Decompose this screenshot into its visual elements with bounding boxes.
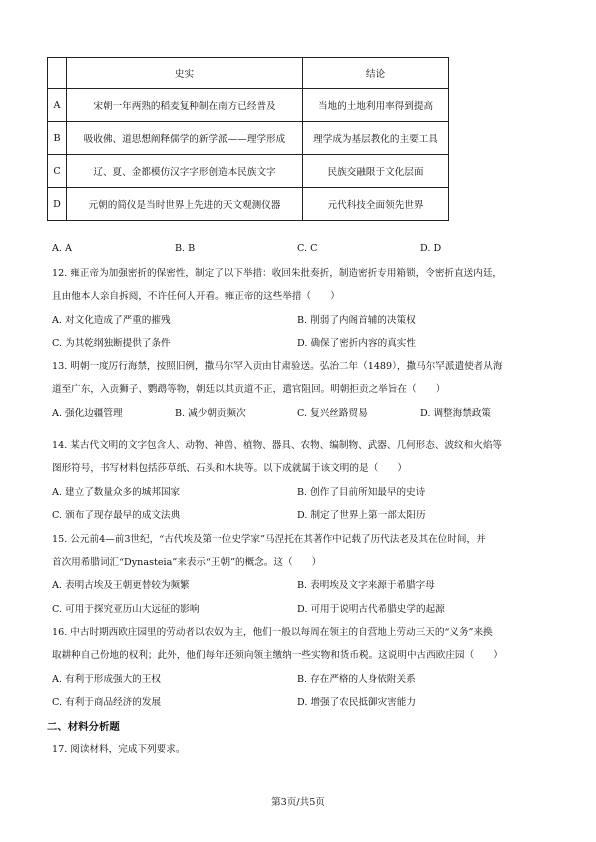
- q11-option-d: D. D: [420, 243, 442, 254]
- table-row: [48, 155, 449, 188]
- q11-options-table: [47, 57, 449, 221]
- q12-option-a: A. 对文化造成了严重的摧残: [52, 315, 171, 326]
- q16-stem-line-1: 16. 中古时期西欧庄园里的劳动者以农奴为主，他们一般以每周在领主的自营地上劳动三天的“义务”来换: [52, 627, 493, 638]
- q13-stem-line-2: 道至广东，入贡狮子、鹦鹉等物，朝廷以其贡道不正，遣官阻回。明朝拒贡之举旨在（ ）: [52, 384, 446, 395]
- q11-option-b: B. B: [175, 243, 196, 254]
- row-fact: 辽、夏、金都模仿汉字字形创造本民族文字: [67, 155, 303, 188]
- row-letter: D: [48, 188, 67, 221]
- row-fact: 元朝的简仪是当时世界上先进的天文观测仪器: [67, 188, 303, 221]
- q14-stem-line-2: 图形符号，书写材料包括莎草纸、石头和木块等。以下成就属于该文明的是（ ）: [52, 463, 407, 474]
- q16-stem-line-2: 取耕种自己份地的权利；此外，他们每年还须向领主缴纳一些实物和货币税。这说明中古西欧庄园（ ）: [52, 650, 503, 661]
- q14-option-b: B. 创作了目前所知最早的史诗: [297, 487, 426, 498]
- row-letter: B: [48, 122, 67, 155]
- q11-option-a: A. A: [52, 243, 72, 254]
- q13-option-d: D. 调整海禁政策: [420, 408, 492, 419]
- row-conclusion: 理学成为基层教化的主要工具: [303, 122, 449, 155]
- table-header-empty: [48, 58, 67, 89]
- q16-option-b: B. 存在严格的人身依附关系: [297, 674, 416, 685]
- q12-option-d: D. 确保了密折内容的真实性: [297, 338, 416, 349]
- q11-option-c: C. C: [297, 243, 318, 254]
- q13-option-a: A. 强化边疆管理: [52, 408, 123, 419]
- q13-stem-line-1: 13. 明朝一度厉行海禁，按照旧例，撒马尔罕入贡由甘肃验送。弘治二年（1489），撒马尔罕派遣使者从海: [52, 361, 503, 372]
- q12-stem-line-1: 12. 雍正帝为加强密折的保密性，制定了以下举措：收回朱批奏折，制造密折专用箱锁，令密折直送内廷，: [52, 268, 503, 279]
- section-heading: 二、材料分析题: [47, 721, 120, 733]
- table-row: [48, 188, 449, 221]
- table-header-conclusion: 结论: [303, 58, 449, 89]
- q12-option-c: C. 为其乾纲独断提供了条件: [52, 338, 171, 349]
- q15-stem-line-2: 首次用希腊词汇“Dynasteia”来表示“王朝”的概念。这（ ）: [52, 557, 322, 568]
- q14-option-a: A. 建立了数量众多的城邦国家: [52, 487, 181, 498]
- q15-stem-line-1: 15. 公元前4—前3世纪，“古代埃及第一位史学家”马涅托在其著作中记载了历代法老及其在位时间，并: [52, 534, 486, 545]
- q12-stem-line-2: 且由他本人亲自拆阅，不许任何人开看。雍正帝的这些举措（ ）: [52, 291, 340, 302]
- row-letter: A: [48, 89, 67, 122]
- q14-option-d: D. 制定了世界上第一部太阳历: [297, 510, 426, 521]
- q13-option-b: B. 减少朝贡频次: [175, 408, 246, 419]
- q15-option-b: B. 表明埃及文字来源于希腊字母: [297, 580, 435, 591]
- table-header-row: [48, 58, 449, 89]
- row-conclusion: 元代科技全面领先世界: [303, 188, 449, 221]
- q12-option-b: B. 削弱了内阁首辅的决策权: [297, 315, 416, 326]
- q16-option-c: C. 有利于商品经济的发展: [52, 697, 162, 708]
- q14-stem-line-1: 14. 某古代文明的文字包含人、动物、神兽、植物、器具、农物、编制物、武器、几何形态、波纹和火焰等: [52, 440, 503, 451]
- q15-option-c: C. 可用于探究亚历山大远征的影响: [52, 604, 200, 615]
- row-fact: 吸收佛、道思想阐释儒学的新学派——理学形成: [67, 122, 303, 155]
- q15-option-a: A. 表明古埃及王朝更替较为频繁: [52, 580, 190, 591]
- q13-option-c: C. 复兴丝路贸易: [297, 408, 368, 419]
- q17-stem: 17. 阅读材料，完成下列要求。: [52, 744, 186, 755]
- table-header-fact: 史实: [67, 58, 303, 89]
- row-conclusion: 当地的土地利用率得到提高: [303, 89, 449, 122]
- table-row: [48, 122, 449, 155]
- row-letter: C: [48, 155, 67, 188]
- page-footer: 第3页/共5页: [271, 797, 325, 808]
- q16-option-d: D. 增强了农民抵御灾害能力: [297, 697, 416, 708]
- table-row: [48, 89, 449, 122]
- row-conclusion: 民族交融限于文化层面: [303, 155, 449, 188]
- row-fact: 宋朝一年两熟的稻麦复种制在南方已经普及: [67, 89, 303, 122]
- q16-option-a: A. 有利于形成强大的王权: [52, 674, 161, 685]
- q15-option-d: D. 可用于说明古代希腊史学的起源: [297, 604, 445, 615]
- q14-option-c: C. 颁布了现存最早的成文法典: [52, 510, 181, 521]
